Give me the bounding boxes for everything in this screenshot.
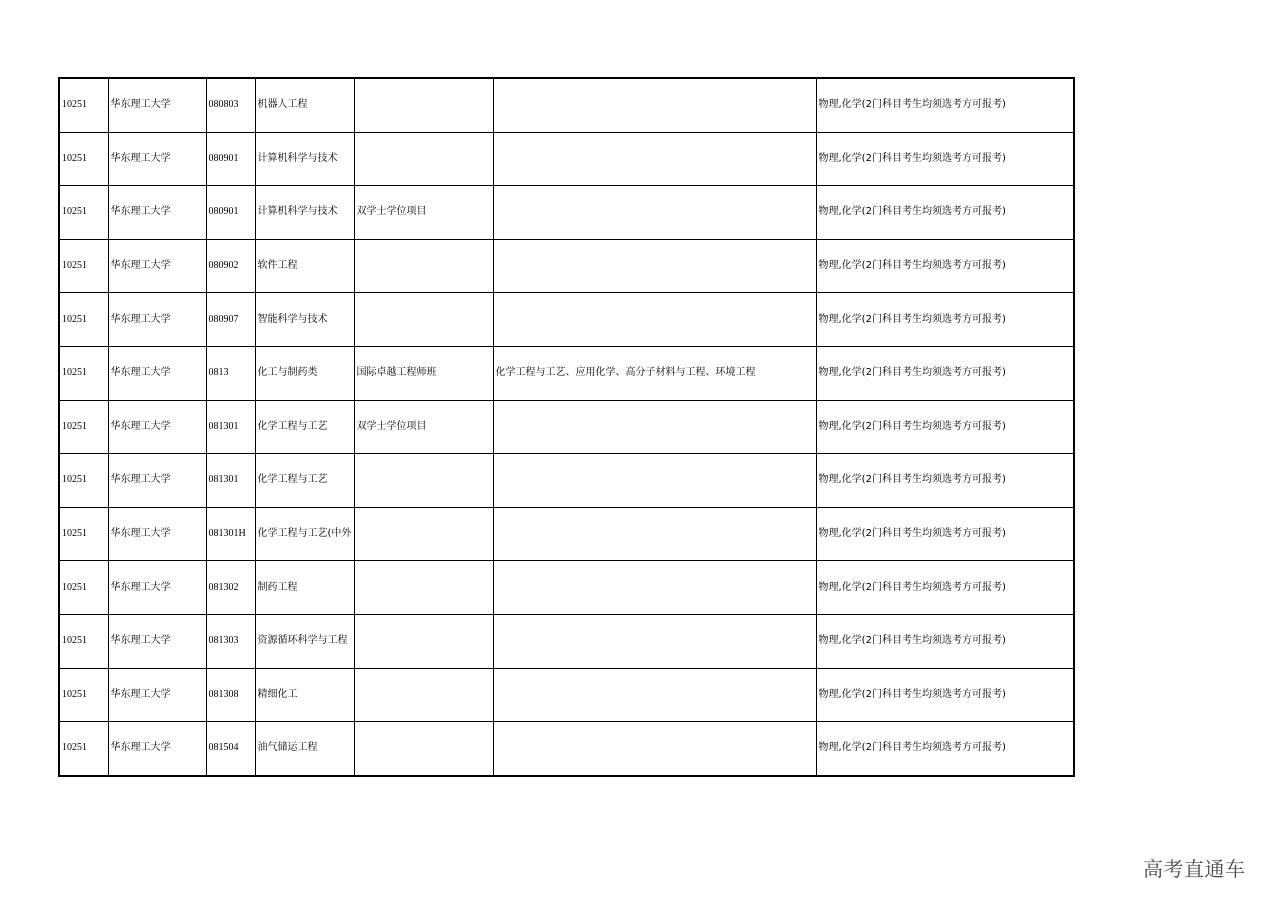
major-name-cell: 计算机科学与技术 [255,186,354,240]
major-note-cell [354,293,493,347]
requirements-table [58,77,1075,777]
included-majors-cell [493,132,816,186]
school-code-cell: 10251 [59,132,108,186]
major-note-cell [354,561,493,615]
subject-requirement-cell: 物理,化学(2门科目考生均须选考方可报考) [816,668,1074,722]
table-row [59,668,1074,722]
school-name-cell: 华东理工大学 [108,614,206,668]
major-code-cell: 081303 [206,614,255,668]
school-code-cell: 10251 [59,668,108,722]
major-note-cell [354,507,493,561]
table-row [59,400,1074,454]
school-code-cell: 10251 [59,186,108,240]
included-majors-cell [493,293,816,347]
school-code-cell: 10251 [59,722,108,776]
school-name-cell: 华东理工大学 [108,239,206,293]
included-majors-cell [493,614,816,668]
table-row [59,346,1074,400]
major-code-cell: 081301 [206,400,255,454]
subject-requirement-cell: 物理,化学(2门科目考生均须选考方可报考) [816,239,1074,293]
subject-requirement-cell: 物理,化学(2门科目考生均须选考方可报考) [816,186,1074,240]
subject-requirement-cell: 物理,化学(2门科目考生均须选考方可报考) [816,561,1074,615]
table-row [59,614,1074,668]
major-note-cell [354,668,493,722]
major-name-cell: 化学工程与工艺 [255,400,354,454]
table-row [59,454,1074,508]
included-majors-cell [493,400,816,454]
table-row [59,293,1074,347]
major-name-cell: 计算机科学与技术 [255,132,354,186]
major-note-cell [354,454,493,508]
table-body [59,78,1074,776]
included-majors-cell [493,454,816,508]
table-row [59,132,1074,186]
major-note-cell: 双学士学位项目 [354,186,493,240]
included-majors-cell [493,722,816,776]
major-note-cell [354,78,493,132]
major-name-cell: 化学工程与工艺 [255,454,354,508]
watermark-text: 高考直通车 [1143,857,1246,881]
school-code-cell: 10251 [59,400,108,454]
major-code-cell: 081308 [206,668,255,722]
major-name-cell: 资源循环科学与工程 [255,614,354,668]
subject-requirement-cell: 物理,化学(2门科目考生均须选考方可报考) [816,400,1074,454]
major-name-cell: 化工与制药类 [255,346,354,400]
subject-requirement-cell: 物理,化学(2门科目考生均须选考方可报考) [816,722,1074,776]
school-name-cell: 华东理工大学 [108,561,206,615]
major-note-cell [354,614,493,668]
subject-requirement-cell: 物理,化学(2门科目考生均须选考方可报考) [816,346,1074,400]
school-code-cell: 10251 [59,293,108,347]
school-name-cell: 华东理工大学 [108,454,206,508]
major-code-cell: 081504 [206,722,255,776]
subject-requirement-cell: 物理,化学(2门科目考生均须选考方可报考) [816,132,1074,186]
subject-requirement-cell: 物理,化学(2门科目考生均须选考方可报考) [816,293,1074,347]
major-note-cell: 双学士学位项目 [354,400,493,454]
school-name-cell: 华东理工大学 [108,346,206,400]
major-note-cell [354,722,493,776]
included-majors-cell [493,78,816,132]
school-name-cell: 华东理工大学 [108,507,206,561]
school-code-cell: 10251 [59,561,108,615]
major-name-cell: 精细化工 [255,668,354,722]
school-code-cell: 10251 [59,507,108,561]
included-majors-cell [493,668,816,722]
major-note-cell [354,132,493,186]
subject-requirement-cell: 物理,化学(2门科目考生均须选考方可报考) [816,614,1074,668]
included-majors-cell: 化学工程与工艺、应用化学、高分子材料与工程、环境工程 [493,346,816,400]
school-code-cell: 10251 [59,346,108,400]
major-name-cell: 制药工程 [255,561,354,615]
major-code-cell: 080803 [206,78,255,132]
major-code-cell: 081301H [206,507,255,561]
table-row [59,186,1074,240]
school-code-cell: 10251 [59,239,108,293]
school-code-cell: 10251 [59,78,108,132]
included-majors-cell [493,239,816,293]
school-name-cell: 华东理工大学 [108,400,206,454]
school-name-cell: 华东理工大学 [108,668,206,722]
major-name-cell: 软件工程 [255,239,354,293]
included-majors-cell [493,507,816,561]
major-code-cell: 080901 [206,132,255,186]
table-row [59,722,1074,776]
major-code-cell: 080901 [206,186,255,240]
subject-requirement-cell: 物理,化学(2门科目考生均须选考方可报考) [816,78,1074,132]
included-majors-cell [493,561,816,615]
school-name-cell: 华东理工大学 [108,293,206,347]
table-row [59,239,1074,293]
table-row [59,561,1074,615]
school-code-cell: 10251 [59,454,108,508]
major-code-cell: 0813 [206,346,255,400]
major-name-cell: 机器人工程 [255,78,354,132]
school-code-cell: 10251 [59,614,108,668]
subject-requirement-cell: 物理,化学(2门科目考生均须选考方可报考) [816,507,1074,561]
table-row [59,78,1074,132]
subject-requirement-cell: 物理,化学(2门科目考生均须选考方可报考) [816,454,1074,508]
school-name-cell: 华东理工大学 [108,78,206,132]
school-name-cell: 华东理工大学 [108,132,206,186]
school-name-cell: 华东理工大学 [108,722,206,776]
major-name-cell: 化学工程与工艺(中外 [255,507,354,561]
included-majors-cell [493,186,816,240]
major-code-cell: 080902 [206,239,255,293]
major-code-cell: 080907 [206,293,255,347]
major-note-cell [354,239,493,293]
major-name-cell: 油气储运工程 [255,722,354,776]
school-name-cell: 华东理工大学 [108,186,206,240]
major-code-cell: 081302 [206,561,255,615]
major-code-cell: 081301 [206,454,255,508]
table-row [59,507,1074,561]
major-note-cell: 国际卓越工程师班 [354,346,493,400]
major-name-cell: 智能科学与技术 [255,293,354,347]
